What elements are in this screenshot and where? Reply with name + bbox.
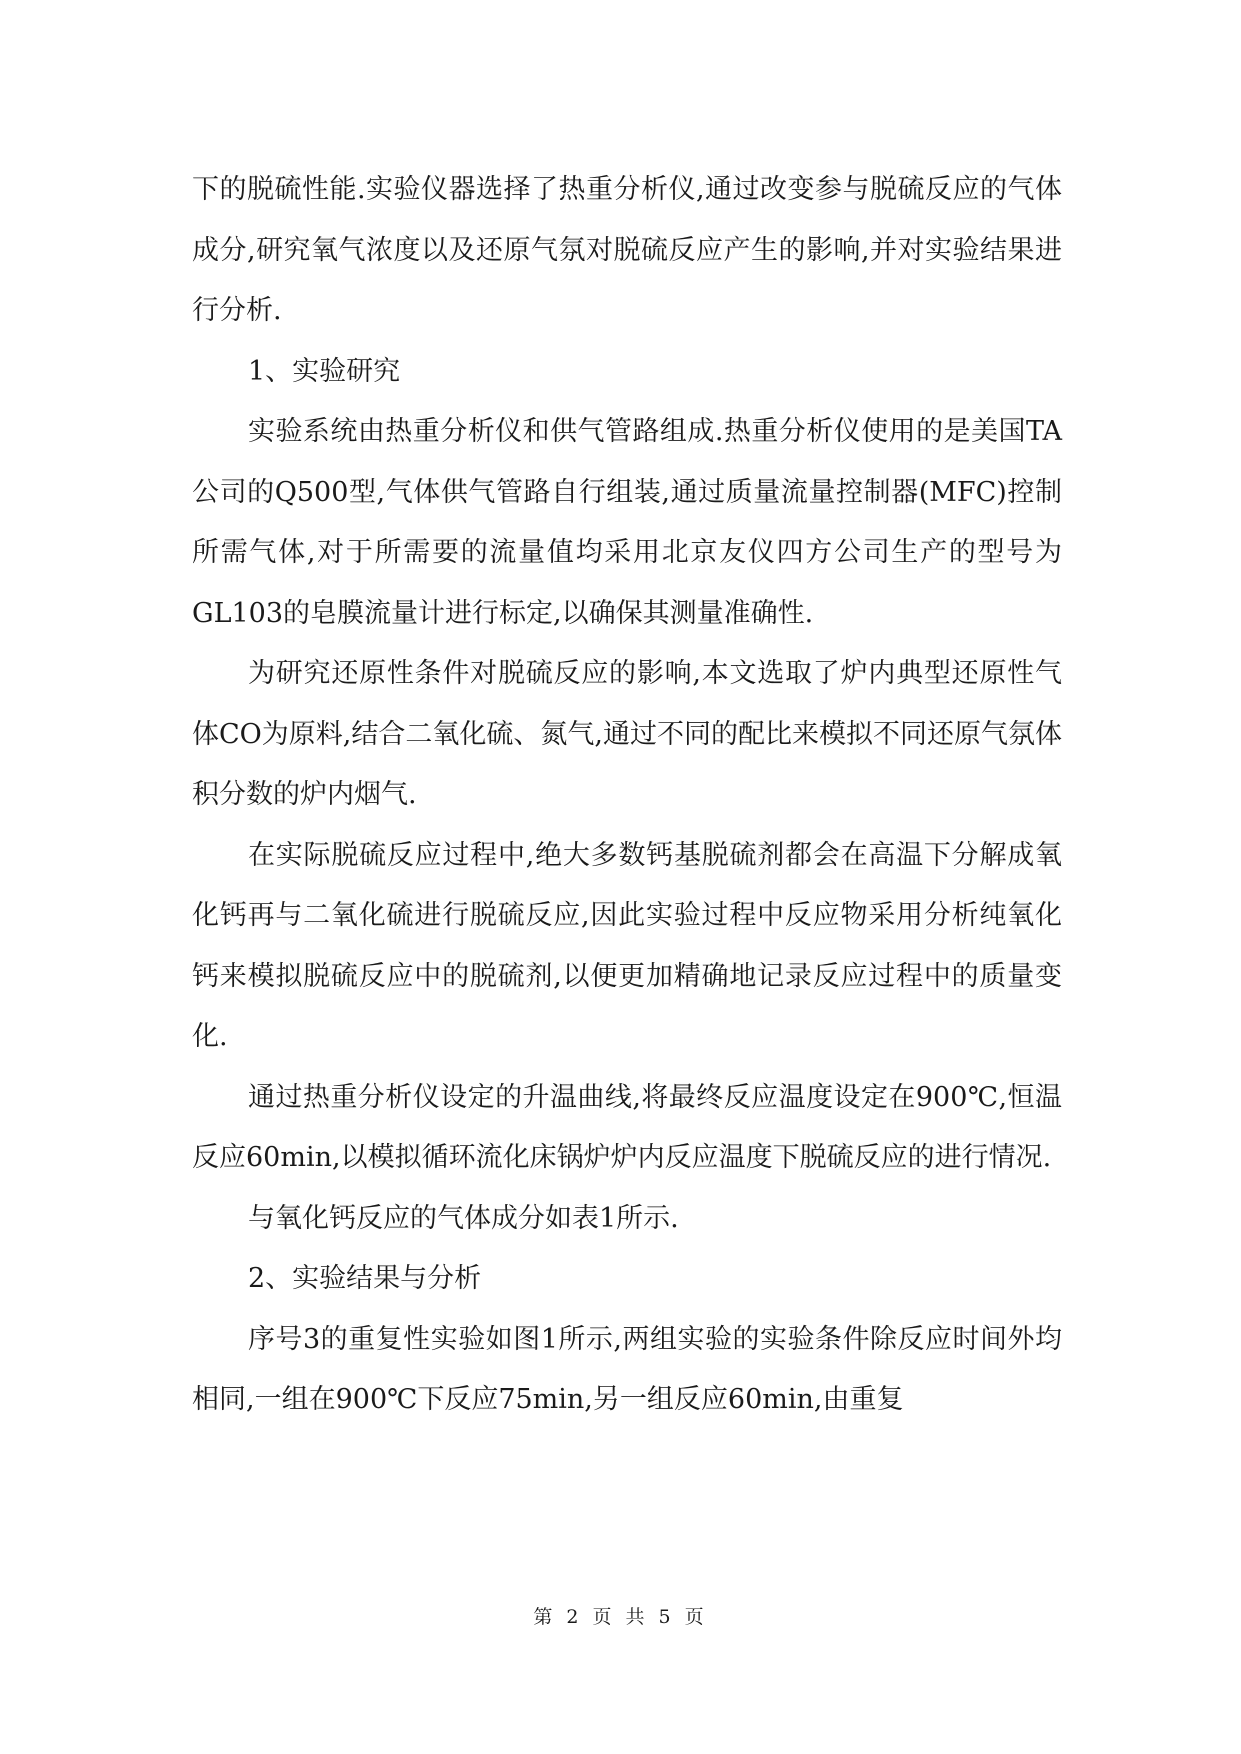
paragraph-desulfurizer: 在实际脱硫反应过程中,绝大多数钙基脱硫剂都会在高温下分解成氧化钙再与二氧化硫进行脱硫反应,因此实验过程中反应物采用分析纯氧化钙来模拟脱硫反应中的脱硫剂,以便更加精确地记录反应过程中的质量变化. — [192, 839, 1062, 1052]
paragraph-table-ref: 与氧化钙反应的气体成分如表1所示. — [248, 1202, 679, 1234]
page-footer — [0, 1602, 1241, 1629]
section-heading-1: 1、实验研究 — [248, 355, 401, 387]
paragraph-repeatability: 序号3的重复性实验如图1所示,两组实验的实验条件除反应时间外均相同,一组在900℃下反应75min,另一组反应60min,由重复 — [192, 1323, 1062, 1415]
paragraph-continuation: 下的脱硫性能.实验仪器选择了热重分析仪,通过改变参与脱硫反应的气体成分,研究氧气浓度以及还原气氛对脱硫反应产生的影响,并对实验结果进行分析. — [192, 174, 1062, 326]
paragraph-reducing-gas: 为研究还原性条件对脱硫反应的影响,本文选取了炉内典型还原性气体CO为原料,结合二氧化硫、氮气,通过不同的配比来模拟不同还原气氛体积分数的炉内烟气. — [192, 658, 1062, 810]
paragraph-temperature: 通过热重分析仪设定的升温曲线,将最终反应温度设定在900℃,恒温反应60min,以模拟循环流化床锅炉炉内反应温度下脱硫反应的进行情况. — [192, 1081, 1062, 1173]
body-text — [192, 160, 1062, 1431]
section-heading-2: 2、实验结果与分析 — [248, 1263, 482, 1294]
paragraph-system: 实验系统由热重分析仪和供气管路组成.热重分析仪使用的是美国TA公司的Q500型,气体供气管路自行组装,通过质量流量控制器(MFC)控制所需气体,对于所需要的流量值均采用北京友仪四方公司生产的型号为GL103的皂膜流量计进行标定,以确保其测量准确性. — [192, 416, 1062, 629]
page-number-label: 第 2 页 共 5 页 — [533, 1606, 708, 1628]
